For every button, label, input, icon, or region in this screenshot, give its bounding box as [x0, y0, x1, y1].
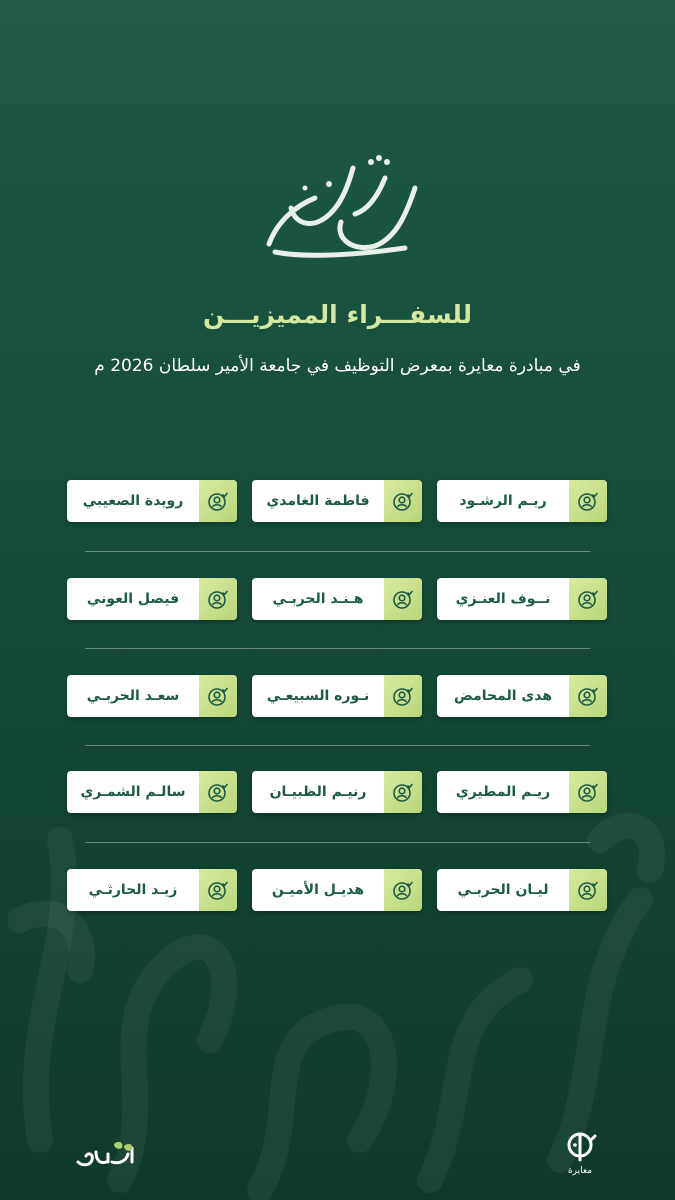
ambassador-name: نــوف العنـزي — [455, 591, 551, 607]
user-check-icon — [392, 490, 414, 512]
user-icon — [569, 869, 607, 911]
user-check-icon — [207, 588, 229, 610]
ambassador-card — [437, 771, 607, 813]
ambassador-name: ريـم المطيري — [455, 784, 551, 800]
row-divider — [85, 551, 590, 552]
ambassador-name: سعـد الحربـي — [86, 688, 180, 704]
user-icon — [569, 578, 607, 620]
user-icon — [384, 675, 422, 717]
user-check-icon — [577, 781, 599, 803]
ambassador-name: هديـل الأميـن — [271, 882, 365, 898]
ambassador-name: هدى المحامض — [453, 688, 553, 704]
ambassador-card — [437, 480, 607, 522]
ambassador-card — [67, 771, 237, 813]
user-icon — [199, 480, 237, 522]
user-icon — [569, 480, 607, 522]
ambassador-card — [67, 675, 237, 717]
ambassador-card — [67, 869, 237, 911]
ambassador-name: ليـان الحربـي — [457, 882, 549, 898]
user-icon — [384, 480, 422, 522]
user-check-icon — [207, 490, 229, 512]
miayara-logo-icon — [563, 1130, 597, 1164]
ambassador-name: رويدة الصعيبي — [82, 493, 184, 509]
ambassador-name: زيـد الحارثـي — [88, 882, 178, 898]
user-icon — [384, 578, 422, 620]
user-icon — [199, 771, 237, 813]
user-icon — [384, 771, 422, 813]
ambassador-name: نـوره السبيعـي — [266, 688, 370, 704]
user-check-icon — [207, 781, 229, 803]
user-check-icon — [207, 879, 229, 901]
ambassador-name: هـنـد الحربـي — [272, 591, 364, 607]
miayara-brand — [556, 1130, 604, 1180]
user-icon — [569, 675, 607, 717]
user-icon — [199, 869, 237, 911]
ambassador-card — [252, 771, 422, 813]
user-check-icon — [577, 588, 599, 610]
user-check-icon — [577, 879, 599, 901]
ambassador-name: فاطمة الغامدي — [266, 493, 370, 509]
ambassador-card — [67, 480, 237, 522]
ambassador-name: ريـم الرشـود — [459, 493, 547, 509]
ambassador-card — [437, 578, 607, 620]
row-divider — [85, 648, 590, 649]
user-check-icon — [392, 685, 414, 707]
ambassador-card — [252, 578, 422, 620]
ambassador-name: رنيـم الظبيـان — [269, 784, 367, 800]
user-icon — [384, 869, 422, 911]
ambassador-card — [437, 675, 607, 717]
ambassador-card — [252, 675, 422, 717]
user-check-icon — [207, 685, 229, 707]
ambassador-card — [252, 869, 422, 911]
user-check-icon — [392, 879, 414, 901]
user-check-icon — [392, 588, 414, 610]
raghash-logo-icon — [74, 1140, 138, 1170]
user-icon — [569, 771, 607, 813]
user-check-icon — [577, 685, 599, 707]
user-icon — [199, 675, 237, 717]
user-check-icon — [392, 781, 414, 803]
row-divider — [85, 745, 590, 746]
row-divider — [85, 842, 590, 843]
right-brand-text: معايرة — [567, 1166, 593, 1176]
ambassador-card — [437, 869, 607, 911]
user-check-icon — [577, 490, 599, 512]
ambassador-card — [252, 480, 422, 522]
page-subtitle: للسفـــراء المميزيـــن — [202, 300, 473, 329]
ambassador-card — [67, 578, 237, 620]
user-icon — [199, 578, 237, 620]
ambassador-name: فيصل العوني — [86, 591, 180, 607]
page-description: في مبادرة معايرة بمعرض التوظيف في جامعة الأمير سلطان 2026 م — [94, 356, 581, 376]
ambassador-name: سالـم الشمـري — [80, 784, 186, 800]
